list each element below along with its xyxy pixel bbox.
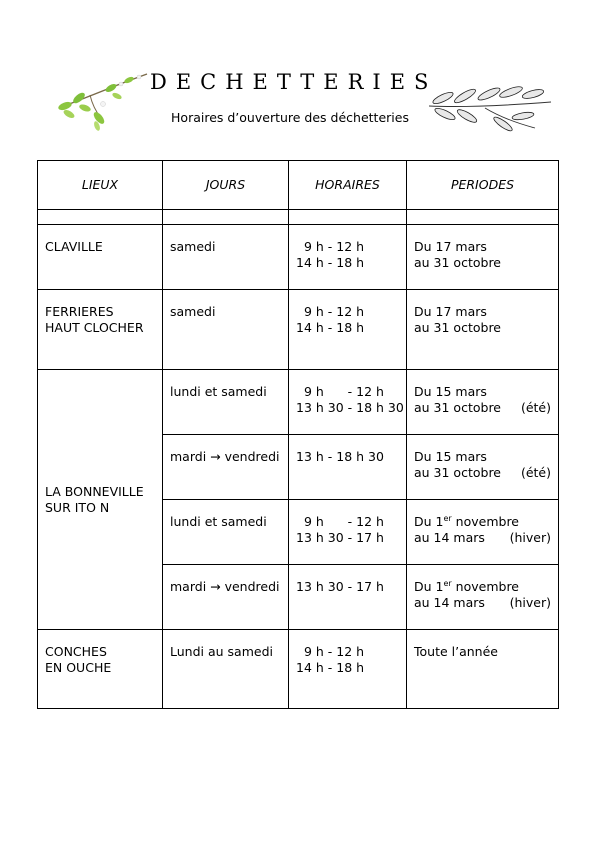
days-cell: Lundi au samedi xyxy=(163,630,289,709)
column-header-lieux: LIEUX xyxy=(38,161,163,210)
table-spacer xyxy=(38,210,559,225)
place-ferrieres: FERRIERES HAUT CLOCHER xyxy=(38,290,163,370)
days-cell: lundi et samedi xyxy=(163,370,289,435)
season-label: (été) xyxy=(520,400,551,415)
hours-cell: 9 h - 12 h 14 h - 18 h xyxy=(289,630,407,709)
page-subtitle: Horaires d’ouverture des déchetteries xyxy=(171,110,409,125)
leaf-branch-left-illustration xyxy=(55,68,150,136)
header-row xyxy=(38,161,559,210)
column-header-periodes: PERIODES xyxy=(407,161,559,210)
page-title: DECHETTERIES xyxy=(150,70,438,94)
days-cell: lundi et samedi xyxy=(163,500,289,565)
period-cell: Du 15 mars au 31 octobre (été) xyxy=(407,370,559,435)
hours-cell: 13 h 30 - 17 h xyxy=(289,565,407,630)
olive-branch-right-illustration xyxy=(425,78,555,133)
season-label: (hiver) xyxy=(509,530,551,545)
days-cell: samedi xyxy=(163,290,289,370)
table-row xyxy=(38,290,559,370)
table-row xyxy=(38,630,559,709)
hours-cell: 9 h - 12 h 14 h - 18 h xyxy=(289,225,407,290)
period-cell: Du 15 mars au 31 octobre (été) xyxy=(407,435,559,500)
table-row xyxy=(38,225,559,290)
column-header-jours: JOURS xyxy=(163,161,289,210)
period-cell: Du 17 mars au 31 octobre xyxy=(407,290,559,370)
table-row xyxy=(38,370,559,435)
hours-cell: 9 h - 12 h 14 h - 18 h xyxy=(289,290,407,370)
days-cell: samedi xyxy=(163,225,289,290)
days-cell: mardi → vendredi xyxy=(163,565,289,630)
hours-cell: 13 h - 18 h 30 xyxy=(289,435,407,500)
period-cell: Du 1er novembre au 14 mars (hiver) xyxy=(407,500,559,565)
period-cell: Du 1er novembre au 14 mars (hiver) xyxy=(407,565,559,630)
period-cell: Du 17 mars au 31 octobre xyxy=(407,225,559,290)
place-conches: CONCHES EN OUCHE xyxy=(38,630,163,709)
column-header-horaires: HORAIRES xyxy=(289,161,407,210)
season-label: (été) xyxy=(520,465,551,480)
season-label: (hiver) xyxy=(509,595,551,610)
schedule-table xyxy=(37,160,559,709)
place-la-bonneville: LA BONNEVILLE SUR ITO N xyxy=(38,370,163,630)
hours-cell: 9 h - 12 h 13 h 30 - 18 h 30 xyxy=(289,370,407,435)
days-cell: mardi → vendredi xyxy=(163,435,289,500)
place-claville: CLAVILLE xyxy=(38,225,163,290)
hours-cell: 9 h - 12 h 13 h 30 - 17 h xyxy=(289,500,407,565)
period-cell: Toute l’année xyxy=(407,630,559,709)
